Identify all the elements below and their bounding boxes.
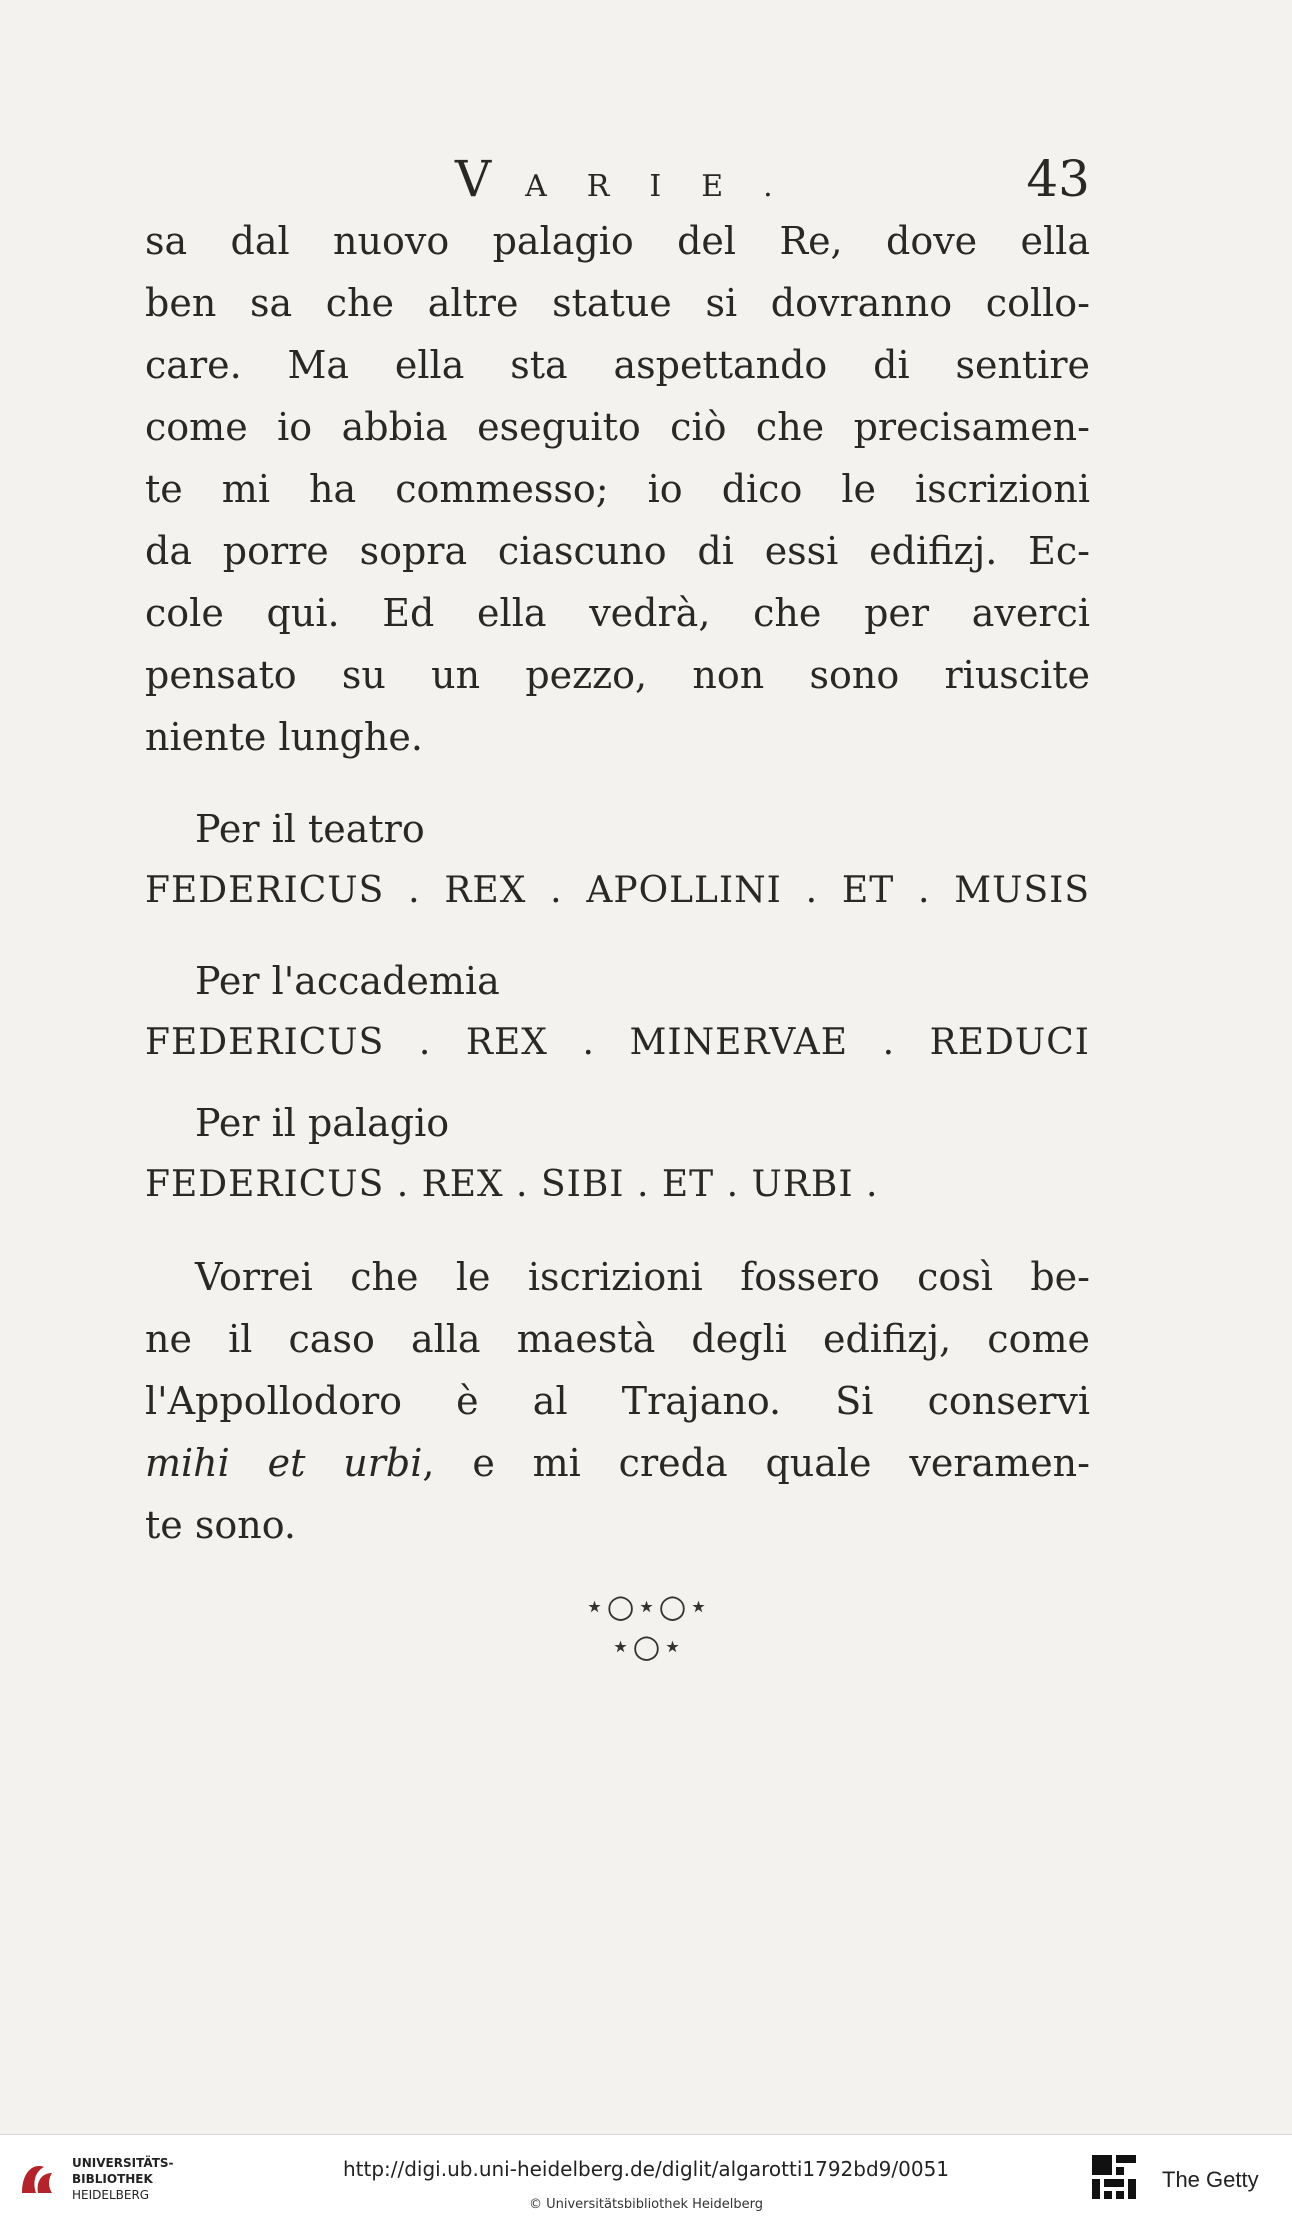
viewer-footer bbox=[0, 2134, 1292, 2227]
text-line: Vorrei che le iscrizioni fossero così be- bbox=[195, 1255, 1090, 1299]
permalink-url[interactable]: http://digi.ub.uni-heidelberg.de/diglit/algarotti1792bd9/0051 bbox=[342, 2157, 950, 2181]
text-line: te sono. bbox=[145, 1503, 296, 1547]
text-line: ben sa che altre statue si dovranno collo- bbox=[145, 281, 1090, 325]
text-line: ne il caso alla maestà degli edifizj, come bbox=[145, 1317, 1090, 1361]
text-span: , e mi creda quale veramen- bbox=[422, 1441, 1090, 1485]
page-number: 43 bbox=[1026, 150, 1090, 208]
inscription-text: FEDERICUS . REX . MINERVAE . REDUCI bbox=[145, 1022, 1090, 1063]
library-name-line: UNIVERSITÄTS- bbox=[72, 2156, 174, 2170]
text-line: care. Ma ella sta aspettando di sentire bbox=[145, 343, 1090, 387]
inscription-text: FEDERICUS . REX . APOLLINI . ET . MUSIS bbox=[145, 870, 1090, 911]
running-title-initial: V bbox=[455, 150, 526, 208]
inscription-label: Per il palagio bbox=[195, 1101, 450, 1145]
text-line: l'Appollodoro è al Trajano. Si conservi bbox=[145, 1379, 1090, 1423]
text-line: da porre sopra ciascuno di essi edifizj. Ec- bbox=[145, 529, 1090, 573]
getty-logo-icon bbox=[1090, 2153, 1138, 2209]
page-content bbox=[145, 150, 1090, 1666]
inscription-label: Per il teatro bbox=[195, 807, 425, 851]
getty-name: The Getty bbox=[1162, 2167, 1259, 2192]
library-name-line: BIBLIOTHEK bbox=[72, 2172, 153, 2186]
running-title-rest: ARIE. bbox=[525, 169, 813, 204]
text-line bbox=[145, 1432, 1090, 1494]
library-name-line: HEIDELBERG bbox=[72, 2188, 150, 2202]
running-head bbox=[145, 150, 1090, 210]
running-title bbox=[455, 150, 813, 208]
ornament-row: ⋆○⋆ bbox=[610, 1627, 685, 1665]
copyright-notice: © Universitätsbibliothek Heidelberg bbox=[528, 2197, 763, 2212]
text-line: come io abbia eseguito ciò che precisamen- bbox=[145, 405, 1090, 449]
inscription-text: FEDERICUS . REX . SIBI . ET . URBI . bbox=[145, 1164, 879, 1205]
text-line: sa dal nuovo palagio del Re, dove ella bbox=[145, 219, 1090, 263]
text-line: niente lunghe. bbox=[145, 715, 423, 759]
ornament-row: ⋆○⋆○⋆ bbox=[584, 1587, 711, 1625]
text-line: te mi ha commesso; io dico le iscrizioni bbox=[145, 467, 1090, 511]
text-line: cole qui. Ed ella vedrà, che per averci bbox=[145, 591, 1090, 635]
italic-phrase: mihi et urbi bbox=[145, 1441, 423, 1485]
text-line: pensato su un pezzo, non sono riuscite bbox=[145, 653, 1090, 697]
inscription-label: Per l'accademia bbox=[195, 959, 500, 1003]
